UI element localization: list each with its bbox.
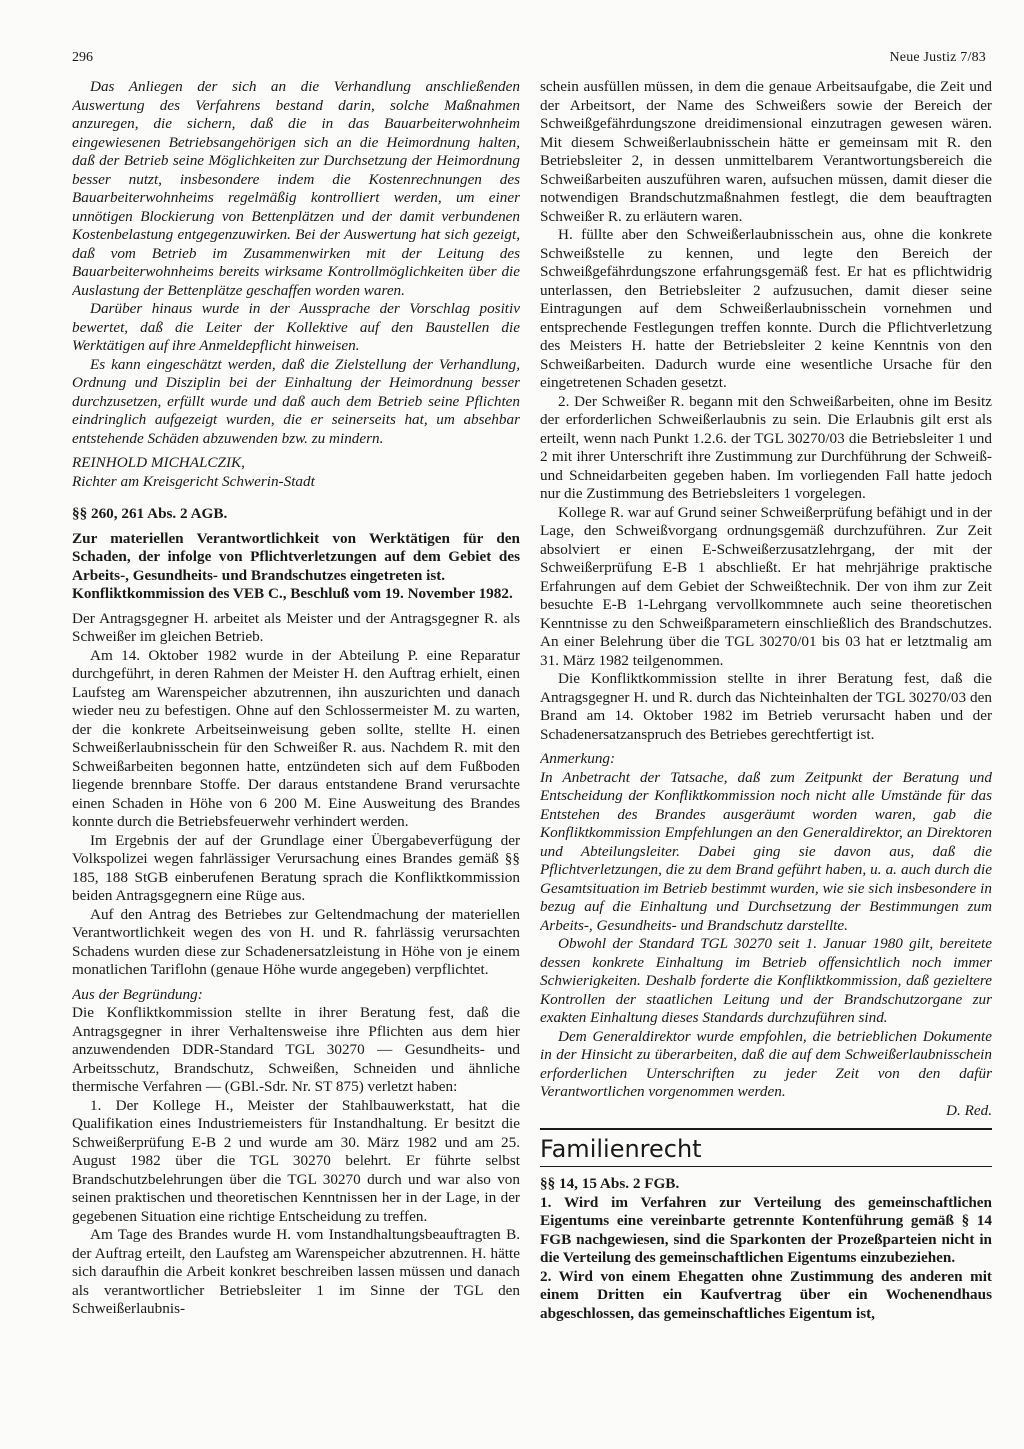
body-paragraph: Der Antragsgegner H. arbeitet als Meister und der Antragsgegner R. als Schweißer im gleichen Betrieb. bbox=[72, 609, 520, 645]
page-number: 296 bbox=[72, 50, 93, 65]
author-name: REINHOLD MICHALCZIK, bbox=[72, 454, 245, 471]
begruendung-paragraph: Am Tage des Brandes wurde H. vom Instandhaltungsbeauftragten B. der Auftrag erteilt, den Laufsteg am Warenspeicher abzutrennen. H. hätte sich daraufhin die Arbeit konkret beschreiben lassen müssen und danach als verantwortlicher Betriebsleiter 1 im Sinne der TGL den Schweißerlaubnis- bbox=[72, 1226, 520, 1317]
headnote: 1. Wird im Verfahren zur Verteilung des gemeinschaftlichen Eigentums eine vereinbarte getrennte Kontenführung gemäß § 14 FGB nachgewiesen, sind die Sparkonten der Prozeßparteien nicht in die Verteilung des gemeinschaftlichen Eigentums einzubeziehen. bbox=[540, 1193, 992, 1266]
right-column bbox=[540, 78, 992, 1438]
body-paragraph: Im Ergebnis der auf der Grundlage einer Übergabeverfügung der Volkspolizei wegen fahrlässiger Verursachung eines Brandes gemäß §§ 185, 188 StGB einberufenen Beratung sprach die Konfliktkommission beiden Antragsgegnern eine Rüge aus. bbox=[72, 831, 520, 904]
anmerkung-paragraph: In Anbetracht der Tatsache, daß zum Zeitpunkt der Beratung und Entscheidung der Konfliktkommission noch nicht alle Umstände für das Entstehen des Brandes ausgeräumt worden waren, gab die Konfliktkommission Empfehlungen an den Generaldirektor, an Direktoren und Abteilungsleiter. Dabei ging sie davon aus, daß die Pflichtverletzungen, die zu dem Brand geführt haben, u. a. auch durch die Gesamtsituation im Betrieb bestimmt wurden, wie sie sich insbesondere in bezug auf die Einhaltung und Durchsetzung der Bestimmungen zum Arbeits-, Gesundheits- und Brandschutz darstellte. bbox=[540, 768, 992, 934]
body-paragraph: Kollege R. war auf Grund seiner Schweißerprüfung befähigt und in der Lage, den Schweißvorgang ordnungsgemäß durchzuführen. Zur Zeit absolviert er einen E-Schweißerzusatzlehrgang, der mit der Schweißerprüfung E-B 1 abschließt. Er hat mehrjährige praktische Erfahrungen auf dem Gebiet der Schweißtechnik. Der von ihm zur Zeit besuchte E-B 1-Lehrgang vervollkommnete auch seine theoretischen Kenntnisse zu den Schweißparametern einschließlich des Brandschutzes. An einer Belehrung über die TGL 30270/01 bis 03 hat er letztmalig am 31. März 1982 teilgenommen. bbox=[540, 503, 992, 669]
begruendung-paragraph: 1. Der Kollege H., Meister der Stahlbauwerkstatt, hat die Qualifikation eines Industriemeisters für Instandhaltung. Er besitzt die Schweißerprüfung E-B 2 und wurde am 30. März 1982 und am 25. August 1982 über die TGL 30270 belehrt. Er führte selbst Brandschutzbelehrungen über die TGL 30270 durch und war also von seinen praktischen und theoretischen Kenntnissen her in der Lage, in der gegebenen Situation eine richtige Entscheidung zu treffen. bbox=[72, 1096, 520, 1225]
decision-citation: Konfliktkommission des VEB C., Beschluß vom 19. November 1982. bbox=[72, 585, 513, 602]
journal-title: Neue Justiz 7/83 bbox=[889, 50, 986, 65]
headnote: Zur materiellen Verantwortlichkeit von Werktätigen für den Schaden, der infolge von Pflichtverletzungen auf dem Gebiet des Arbeits-, Gesundheits- und Brandschutzes eingetreten ist. bbox=[72, 529, 520, 584]
anmerkung-paragraph: Es kann eingeschätzt werden, daß die Zielstellung der Verhandlung, Ordnung und Disziplin bei der Einhaltung der Heimordnung besser durchzusetzen, erfüllt wurde und daß auch dem Betrieb seine Pflichten eindringlich aufgezeigt wurden, die er seinerseits hat, um absehbar entstehende Schäden abzuwenden bzw. zu mindern. bbox=[72, 355, 520, 447]
body-paragraph: Am 14. Oktober 1982 wurde in der Abteilung P. eine Reparatur durchgeführt, in deren Rahmen der Meister H. den Auftrag erhielt, einen Laufsteg am Warenspeicher abzutrennen, ihn auszurichten und danach wieder neu zu befestigen. Ohne auf den Schlossermeister M. zu warten, der die konkrete Arbeitseinweisung geben sollte, stellte H. einen Schweißerlaubnisschein für den Schweißer R. aus. Nachdem R. mit den Schweißarbeiten begonnen hatte, entzündeten sich auf dem Fußboden liegende brennbare Stoffe. Der daraus entstandene Brand verursachte einen Schaden in Höhe von 6 200 M. Eine Ausweitung des Brandes konnte durch die Betriebsfeuerwehr verhindert werden. bbox=[72, 646, 520, 830]
section-reference: §§ 14, 15 Abs. 2 FGB. bbox=[540, 1175, 680, 1192]
section-title: Familienrecht bbox=[540, 1135, 702, 1163]
body-paragraph: H. füllte aber den Schweißerlaubnisschein aus, ohne die konkrete Schweißstelle zu kennen, und legte den Bereich der Schweißgefährdungszone erfahrungsgemäß fest. Er hat es pflichtwidrig unterlassen, den Betriebsleiter 2 aufzusuchen, damit dieser seine Eintragungen auf dem Schweißerlaubnisschein vornehmen und entsprechende Festlegungen treffen konnte. Durch die Pflichtverletzung des Meisters H. hatte der Betriebsleiter 2 keine Kenntnis von den Schweißarbeiten. Dadurch wurde eine wesentliche Ursache für den eingetretenen Schaden gesetzt. bbox=[540, 226, 992, 391]
section-reference: §§ 260, 261 Abs. 2 AGB. bbox=[72, 505, 228, 522]
body-paragraph: schein ausfüllen müssen, in dem die genaue Arbeitsaufgabe, die Zeit und der Arbeitsort, der Name des Schweißers sowie der Bereich der Schweißgefährdungszone dreidimensional einzutragen gewesen wären. Mit diesem Schweißerlaubnisschein hätte er gemeinsam mit R. den Betriebsleiter 2, in dessen unmittelbarem Verantwortungsbereich die Schweißarbeiten auszuführen waren, aufsuchen müssen, damit dieser die notwendigen Brandschutzmaßnahmen festlegt, die dem beauftragten Schweißer R. zu erläutern waren. bbox=[540, 78, 992, 225]
section-divider-thin bbox=[540, 1166, 992, 1167]
body-paragraph: Die Konfliktkommission stellte in ihrer Beratung fest, daß die Antragsgegner H. und R. durch das Nichteinhalten der TGL 30270/03 den Brand am 14. Oktober 1982 im Betrieb verursacht haben und der Schadenersatzanspruch des Betriebes gerechtfertigt ist. bbox=[540, 670, 992, 743]
anmerkung-paragraph: Das Anliegen der sich an die Verhandlung anschließenden Auswertung des Verfahrens bestand darin, solche Maßnahmen anzuregen, die sichern, daß die in das Bauarbeiterwohnheim eingewiesenen Betriebsangehörigen sich an die Heimordnung halten, daß der Betrieb seine Möglichkeiten zur Durchsetzung der Heimordnung besser nutzt, insbesondere indem die Kostenrechnungen des Bauarbeiterwohnheims regelmäßig kontrolliert werden, um einer unnötigen Blockierung von Bettenplätzen und der damit verbundenen Kostenbelastung entgegenzuwirken. Bei der Auswertung hat sich gezeigt, daß vom Betrieb im Zusammenwirken mit der Leitung des Bauarbeiterwohnheims bereits wirksame Kontrollmöglichkeiten über die Auslastung der Bettenplätze geschaffen worden waren. bbox=[72, 78, 520, 299]
body-paragraph: 2. Der Schweißer R. begann mit den Schweißarbeiten, ohne im Besitz der erforderlichen Schweißerlaubnis zu sein. Die Erlaubnis gilt erst als erteilt, wenn nach Punkt 1.2.6. der TGL 30270/03 die Betriebsleiter 1 und 2 mit ihrer Unterschrift ihre Zustimmung zur Durchführung der Schweiß- und Schneidarbeiten gegeben haben. Im vorliegenden Fall hatte jedoch nur die Zustimmung des Betriebsleiters 1 vorgelegen. bbox=[540, 392, 992, 502]
left-column bbox=[72, 78, 520, 1438]
author-title: Richter am Kreisgericht Schwerin-Stadt bbox=[72, 472, 315, 490]
begruendung-paragraph: Die Konfliktkommission stellte in ihrer Beratung fest, daß die Antragsgegner in ihrer Verhaltensweise ihre Pflichten aus dem hier anzuwendenden DDR-Standard TGL 30270 — Gesundheits- und Arbeitsschutz, Brandschutz, Schweißen, Schneiden und ähnliche thermische Verfahren — (GBl.-Sdr. Nr. ST 875) verletzt haben: bbox=[72, 1004, 520, 1095]
redaktion-signature: D. Red. bbox=[946, 1101, 992, 1119]
anmerkung-label: Anmerkung: bbox=[540, 750, 616, 767]
headnote: 2. Wird von einem Ehegatten ohne Zustimmung des anderen mit einem Dritten ein Kaufvertrag über ein Wochenendhaus abgeschlossen, das gemeinschaftliches Eigentum ist, bbox=[540, 1267, 992, 1322]
anmerkung-paragraph: Darüber hinaus wurde in der Aussprache der Vorschlag positiv bewertet, daß die Leiter der Kollektive auf den Baustellen die Werktätigen auf ihre Anmeldepflicht hinweisen. bbox=[72, 300, 520, 354]
anmerkung-closing bbox=[540, 1028, 992, 1102]
section-divider bbox=[540, 1128, 992, 1130]
body-paragraph: Auf den Antrag des Betriebes zur Geltendmachung der materiellen Verantwortlichkeit wegen des von H. und R. fahrlässig verursachten Schadens wurden diese zur Schadenersatzleistung in Höhe von je einem monatlichen Tariflohn (genaue Höhe wurde angegeben) verpflichtet. bbox=[72, 905, 520, 978]
begruendung-label: Aus der Begründung: bbox=[72, 985, 203, 1003]
anmerkung-paragraph: Dem Generaldirektor wurde empfohlen, die betrieblichen Dokumente in der Hinsicht zu überarbeiten, daß die auf dem Schweißerlaubnisschein erforderlichen Unterschriften zu jeder Zeit von den dafür Verantwortlichen vorgenommen werden. bbox=[540, 1027, 992, 1100]
anmerkung-paragraph: Obwohl der Standard TGL 30270 seit 1. Januar 1980 gilt, bereitete dessen konkrete Einhaltung im Betrieb offensichtlich noch immer Schwierigkeiten. Deshalb forderte die Konfliktkommission, daß gezieltere Kontrollen der staatlichen Leitung und der Brandschutzorgane zur exakten Einhaltung dieses Standards durchzuführen sind. bbox=[540, 935, 992, 1026]
